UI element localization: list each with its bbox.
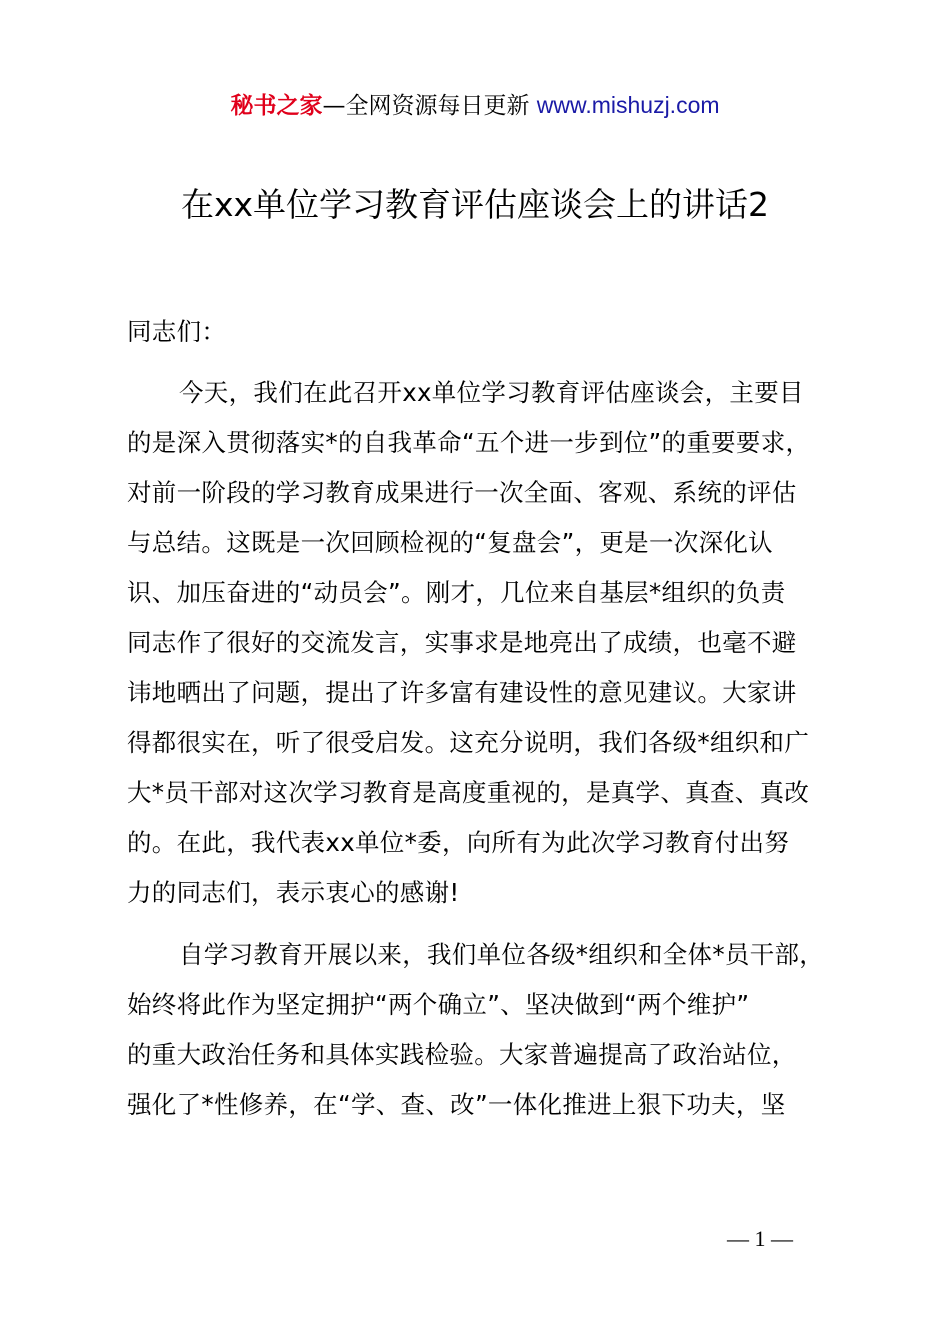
document-title: 在xx单位学习教育评估座谈会上的讲话2 bbox=[180, 185, 770, 224]
paragraph-line: 力的同志们，表示衷心的感谢! bbox=[127, 878, 460, 907]
greeting-line: 同志们： bbox=[127, 317, 227, 346]
paragraph-line: 的重大政治任务和具体实践检验。大家普遍提高了政治站位， bbox=[127, 1040, 797, 1069]
paragraph-line: 的。在此，我代表xx单位*委，向所有为此次学习教育付出努 bbox=[127, 828, 790, 857]
paragraph-line: 的是深入贯彻落实*的自我革命“五个进一步到位”的重要要求， bbox=[127, 428, 811, 457]
site-tagline: —全网资源每日更新 bbox=[322, 93, 537, 119]
paragraph-line: 得都很实在，听了很受启发。这充分说明，我们各级*组织和广 bbox=[127, 728, 810, 757]
paragraph-line: 自学习教育开展以来，我们单位各级*组织和全体*员干部， bbox=[179, 940, 825, 969]
paragraph-line: 讳地晒出了问题，提出了许多富有建设性的意见建议。大家讲 bbox=[127, 678, 797, 707]
page-number: — 1 — bbox=[727, 1226, 793, 1251]
site-brand: 秘书之家 bbox=[230, 93, 323, 119]
paragraph-line: 与总结。这既是一次回顾检视的“复盘会”，更是一次深化认 bbox=[127, 528, 773, 557]
paragraph-line: 今天，我们在此召开xx单位学习教育评估座谈会，主要目 bbox=[179, 378, 804, 407]
site-url-link[interactable]: www.mishuzj.com bbox=[536, 92, 720, 118]
paragraph-line: 始终将此作为坚定拥护“两个确立”、坚决做到“两个维护” bbox=[127, 990, 750, 1019]
paragraph-1 bbox=[127, 368, 857, 918]
paragraph-line: 强化了*性修养，在“学、查、改”一体化推进上狠下功夫，坚 bbox=[127, 1090, 786, 1119]
site-header bbox=[0, 88, 950, 123]
paragraph-line: 对前一阶段的学习教育成果进行一次全面、客观、系统的评估 bbox=[127, 478, 797, 507]
paragraph-line: 同志作了很好的交流发言，实事求是地亮出了成绩，也毫不避 bbox=[127, 628, 797, 657]
paragraph-2 bbox=[127, 930, 857, 1130]
paragraph-line: 识、加压奋进的“动员会”。刚才，几位来自基层*组织的负责 bbox=[127, 578, 786, 607]
greeting bbox=[127, 307, 857, 357]
paragraph-line: 大*员干部对这次学习教育是高度重视的，是真学、真查、真改 bbox=[127, 778, 810, 807]
